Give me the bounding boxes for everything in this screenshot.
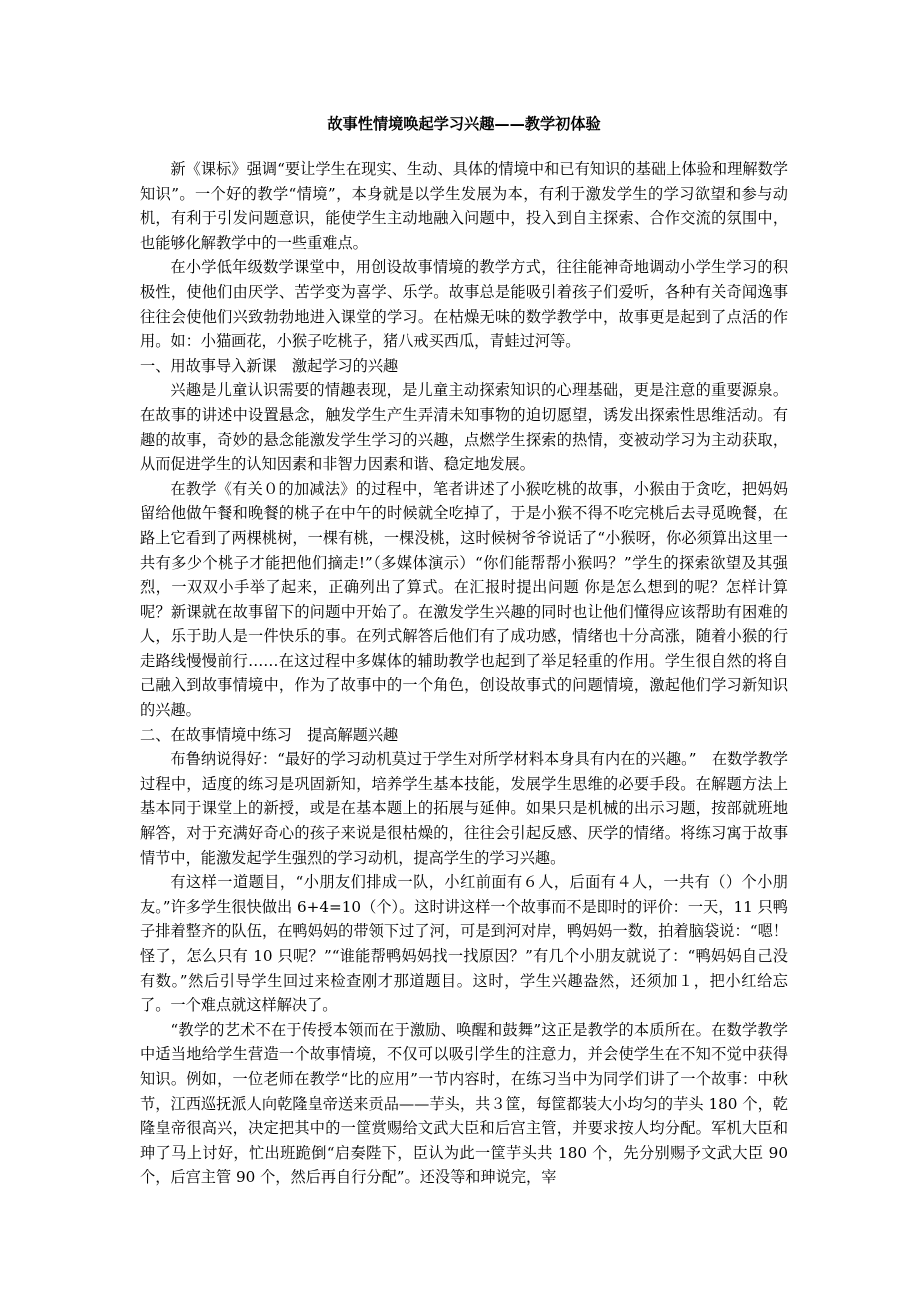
document-page (140, 112, 788, 1190)
paragraph-story-method: 在小学低年级数学课堂中，用创设故事情境的教学方式，往往能神奇地调动小学生学习的积极性，使他们由厌学、苦学变为喜学、乐学。故事总是能吸引着孩子们爱听，各种有关奇闻逸事往往会使他们兴致勃勃地进入课堂的学习。在枯燥无味的数学教学中，故事更是起到了点活的作用。如：小猫画花，小猴子吃桃子，猪八戒买西瓜，青蛙过河等。 (140, 258, 788, 351)
paragraph-monkey-story: 在教学《有关０的加减法》的过程中，笔者讲述了小猴吃桃的故事，小猴由于贪吃，把妈妈留给他做午餐和晚餐的桃子在中午的时候就全吃掉了，于是小猴不得不吃完桃后去寻觅晚餐，在路上它看到了两棵桃树，一棵有桃，一棵没桃，这时候树爷爷说话了“小猴呀，你必须算出这里一共有多少个桃子才能把他们摘走!”（多媒体演示）“你们能帮帮小猴吗？”学生的探索欲望及其强烈，一双双小手举了起来，正确列出了算式。在汇报时提出问题 你是怎么想到的呢？怎样计算呢？新课就在故事留下的问题中开始了。在激发学生兴趣的同时也让他们懂得应该帮助有困难的人，乐于助人是一件快乐的事。在列式解答后他们有了成功感，情绪也十分高涨，随着小猴的行走路线慢慢前行……在这过程中多媒体的辅助教学也起到了举足轻重的作用。学生很自然的将自己融入到故事情境中，作为了故事中的一个角色，创设故事式的问题情境，激起他们学习新知识的兴趣。 (140, 479, 788, 720)
section-heading-1: 一、用故事导入新课 激起学习的兴趣 (140, 356, 399, 375)
paragraph-bruner: 布鲁纳说得好：“最好的学习动机莫过于学生对所学材料本身具有内在的兴趣。” 在数学教学过程中，适度的练习是巩固新知，培养学生基本技能，发展学生思维的必要手段。在解题方法上基本同于课堂上的新授，或是在基本题上的拓展与延伸。如果只是机械的出示习题，按部就班地解答，对于充满好奇心的孩子来说是很枯燥的，往往会引起反感、厌学的情绪。将练习寓于故事情节中，能激发起学生强烈的学习动机，提高学生的学习兴趣。 (140, 750, 788, 867)
section-heading-2: 二、在故事情境中练习 提高解题兴趣 (140, 725, 399, 744)
document-title: 故事性情境唤起学习兴趣——教学初体验 (327, 115, 601, 133)
paragraph-interest: 兴趣是儿童认识需要的情趣表现，是儿童主动探索知识的心理基础，更是注意的重要源泉。在故事的讲述中设置悬念，触发学生产生弄清未知事物的迫切愿望，诱发出探索性思维活动。有趣的故事，奇妙的悬念能激发学生学习的兴趣，点燃学生探索的热情，变被动学习为主动获取，从而促进学生的认知因素和非智力因素和谐、稳定地发展。 (140, 381, 788, 474)
paragraph-ratio-story: “教学的艺术不在于传授本领而在于激励、唤醒和鼓舞”这正是教学的本质所在。在数学教学中适当地给学生营造一个故事情境，不仅可以吸引学生的注意力，并会使学生在不知不觉中获得知识。例如，一位老师在教学“比的应用”一节内容时，在练习当中为同学们讲了一个故事：中秋节，江西巡抚派人向乾隆皇帝送来贡品——芋头，共３筐，每筐都装大小均匀的芋头 180 个，乾隆皇帝很高兴，决定把其中的一筐赏赐给文武大臣和后宫主管，并要求按人均分配。军机大臣和珅了马上讨好，忙出班跪倒“启奏陛下，臣认为此一筐芋头共 180 个，先分别赐予文武大臣 90 个，后宫主管 90 个，然后再自行分配”。还没等和珅说完，宰 (140, 1020, 788, 1187)
paragraph-duck-story: 有这样一道题目，“小朋友们排成一队，小红前面有６人，后面有４人，一共有（）个小朋友。”许多学生很快做出 6+4=10（个）。这时讲这样一个故事而不是即时的评价：一天，11 只鸭子排着整齐的队伍，在鸭妈妈的带领下过了河，可是到河对岸，鸭妈妈一数，拍着脑袋说：“嗯！怪了，怎么只有 10 只呢？”“谁能帮鸭妈妈找一找原因？”有几个小朋友就说了：“鸭妈妈自己没有数。”然后引导学生回过来检查刚才那道题目。这时，学生兴趣盎然，还须加１，把小红给忘了。一个难点就这样解决了。 (140, 873, 788, 1015)
paragraph-intro: 新《课标》强调“要让学生在现实、生动、具体的情境中和已有知识的基础上体验和理解数学知识”。一个好的教学“情境”，本身就是以学生发展为本，有利于激发学生的学习欲望和参与动机，有利于引发问题意识，能使学生主动地融入问题中，投入到自主探索、合作交流的氛围中，也能够化解教学中的一些重难点。 (140, 160, 788, 252)
